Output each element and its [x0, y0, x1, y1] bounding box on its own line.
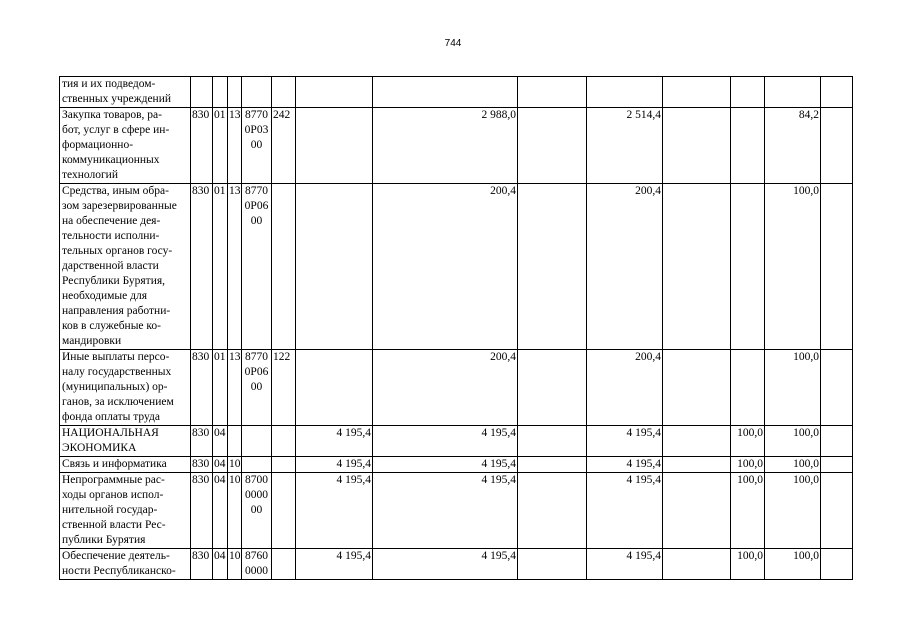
row-name: Иные выплаты персо- налу государственных (муниципальных) ор- ганов, за исключением фонда оплаты труда — [60, 350, 191, 426]
value-col7: 4 195,4 — [296, 457, 373, 473]
value-col12 — [731, 77, 765, 108]
value-col8: 2 988,0 — [373, 108, 518, 184]
rz-code: 04 — [213, 457, 228, 473]
value-col7 — [296, 350, 373, 426]
value-col14 — [821, 426, 853, 457]
vr-code — [272, 457, 296, 473]
value-col13: 100,0 — [765, 426, 821, 457]
table-body — [60, 77, 853, 580]
value-col8: 4 195,4 — [373, 473, 518, 549]
vr-code — [272, 473, 296, 549]
value-col14 — [821, 184, 853, 350]
gr-code: 830 — [191, 549, 213, 580]
value-col7: 4 195,4 — [296, 426, 373, 457]
value-col8: 4 195,4 — [373, 457, 518, 473]
value-col14 — [821, 473, 853, 549]
row-name: НАЦИОНАЛЬНАЯ ЭКОНОМИКА — [60, 426, 191, 457]
value-col11 — [663, 473, 731, 549]
value-col8: 4 195,4 — [373, 426, 518, 457]
row-name: Средства, иным обра- зом зарезервированные на обеспечение дея- тельности исполни- тельных органов госу- дарственной власти Республики Бурятия, необходимые для направления работни- ков в служебные ко- мандировки — [60, 184, 191, 350]
csr-code — [242, 426, 272, 457]
value-col7 — [296, 184, 373, 350]
table-row — [60, 184, 853, 350]
table-row — [60, 350, 853, 426]
value-col14 — [821, 457, 853, 473]
rz-code: 01 — [213, 184, 228, 350]
value-col9 — [518, 473, 587, 549]
gr-code: 830 — [191, 350, 213, 426]
value-col14 — [821, 77, 853, 108]
value-col12: 100,0 — [731, 426, 765, 457]
gr-code: 830 — [191, 473, 213, 549]
value-col10: 200,4 — [587, 184, 663, 350]
value-col14 — [821, 108, 853, 184]
vr-code — [272, 426, 296, 457]
value-col8: 200,4 — [373, 184, 518, 350]
vr-code — [272, 549, 296, 580]
gr-code: 830 — [191, 108, 213, 184]
value-col12: 100,0 — [731, 549, 765, 580]
value-col10: 200,4 — [587, 350, 663, 426]
value-col9 — [518, 108, 587, 184]
value-col11 — [663, 549, 731, 580]
value-col11 — [663, 77, 731, 108]
value-col8: 4 195,4 — [373, 549, 518, 580]
value-col12 — [731, 350, 765, 426]
value-col8: 200,4 — [373, 350, 518, 426]
pr-code — [228, 426, 242, 457]
gr-code — [191, 77, 213, 108]
vr-code: 122 — [272, 350, 296, 426]
value-col7: 4 195,4 — [296, 549, 373, 580]
vr-code — [272, 184, 296, 350]
table-row — [60, 77, 853, 108]
row-name: Непрограммные рас- ходы органов испол- нительной государ- ственной власти Рес- публики Бурятия — [60, 473, 191, 549]
value-col10: 4 195,4 — [587, 457, 663, 473]
table-row — [60, 473, 853, 549]
value-col12: 100,0 — [731, 473, 765, 549]
vr-code: 242 — [272, 108, 296, 184]
rz-code: 04 — [213, 426, 228, 457]
pr-code: 10 — [228, 549, 242, 580]
value-col9 — [518, 184, 587, 350]
pr-code — [228, 77, 242, 108]
value-col13: 100,0 — [765, 184, 821, 350]
table-row — [60, 426, 853, 457]
value-col11 — [663, 350, 731, 426]
value-col13: 100,0 — [765, 549, 821, 580]
value-col8 — [373, 77, 518, 108]
row-name: Обеспечение деятель- ности Республиканско- — [60, 549, 191, 580]
csr-code: 8770 0Р03 00 — [242, 108, 272, 184]
pr-code: 10 — [228, 457, 242, 473]
gr-code: 830 — [191, 457, 213, 473]
vr-code — [272, 77, 296, 108]
value-col13: 100,0 — [765, 350, 821, 426]
value-col11 — [663, 426, 731, 457]
rz-code: 04 — [213, 549, 228, 580]
rz-code: 01 — [213, 350, 228, 426]
value-col9 — [518, 77, 587, 108]
csr-code: 8760 0000 — [242, 549, 272, 580]
value-col12: 100,0 — [731, 457, 765, 473]
csr-code: 8770 0Р06 00 — [242, 184, 272, 350]
gr-code: 830 — [191, 426, 213, 457]
page-number: 744 — [444, 38, 462, 49]
value-col9 — [518, 457, 587, 473]
csr-code: 8770 0Р06 00 — [242, 350, 272, 426]
pr-code: 13 — [228, 350, 242, 426]
row-name: Связь и информатика — [60, 457, 191, 473]
value-col9 — [518, 549, 587, 580]
value-col14 — [821, 549, 853, 580]
value-col10: 4 195,4 — [587, 549, 663, 580]
row-name: Закупка товаров, ра- бот, услуг в сфере ин- формационно- коммуникационных технологий — [60, 108, 191, 184]
value-col12 — [731, 108, 765, 184]
value-col12 — [731, 184, 765, 350]
value-col10: 4 195,4 — [587, 426, 663, 457]
value-col13: 100,0 — [765, 473, 821, 549]
value-col7 — [296, 108, 373, 184]
rz-code — [213, 77, 228, 108]
value-col14 — [821, 350, 853, 426]
value-col11 — [663, 457, 731, 473]
value-col10 — [587, 77, 663, 108]
table-row — [60, 108, 853, 184]
value-col10: 2 514,4 — [587, 108, 663, 184]
pr-code: 13 — [228, 108, 242, 184]
value-col13: 100,0 — [765, 457, 821, 473]
csr-code — [242, 457, 272, 473]
value-col13: 84,2 — [765, 108, 821, 184]
value-col10: 4 195,4 — [587, 473, 663, 549]
pr-code: 13 — [228, 184, 242, 350]
value-col7 — [296, 77, 373, 108]
gr-code: 830 — [191, 184, 213, 350]
value-col9 — [518, 426, 587, 457]
value-col9 — [518, 350, 587, 426]
value-col11 — [663, 184, 731, 350]
rz-code: 01 — [213, 108, 228, 184]
csr-code: 8700 0000 00 — [242, 473, 272, 549]
budget-table — [59, 76, 853, 580]
pr-code: 10 — [228, 473, 242, 549]
value-col13 — [765, 77, 821, 108]
row-name: тия и их подведом- ственных учреждений — [60, 77, 191, 108]
table-row — [60, 549, 853, 580]
table-row — [60, 457, 853, 473]
value-col7: 4 195,4 — [296, 473, 373, 549]
rz-code: 04 — [213, 473, 228, 549]
value-col11 — [663, 108, 731, 184]
csr-code — [242, 77, 272, 108]
